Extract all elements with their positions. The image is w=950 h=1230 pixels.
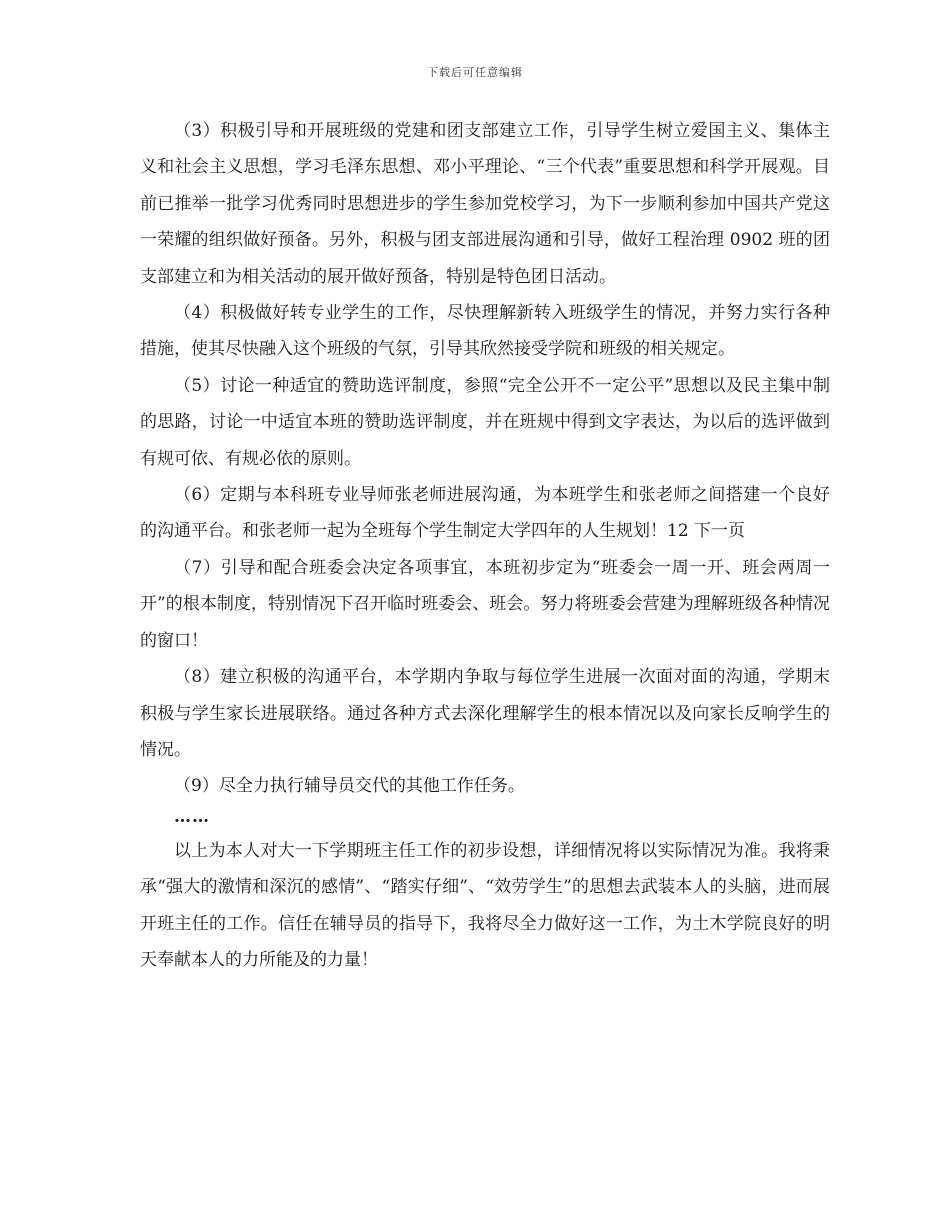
paragraph-4: （4）积极做好转专业学生的工作，尽快理解新转入班级学生的情况，并努力实行各种措施，使其尽快融入这个班级的气氛，引导其欣然接受学院和班级的相关规定。	[140, 303, 830, 360]
paragraph-3: （3）积极引导和开展班级的党建和团支部建立工作，引导学生树立爱国主义、集体主义和社会主义思想，学习毛泽东思想、邓小平理论、“三个代表”重要思想和科学开展观。目前已推举一批学习优秀同时思想进步的学生参加党校学习，为下一步顺利参加中国共产党这一荣耀的组织做好预备。另外，积极与团支部进展沟通和引导，做好工程治理 0902 班的团支部建立和为相关活动的展开做好预备，特别是特色团日活动。	[140, 121, 830, 287]
paragraph-9: （9）尽全力执行辅导员交代的其他工作任务。	[174, 776, 525, 797]
page-header: 下载后可任意编辑	[427, 66, 523, 79]
paragraph-8: （8）建立积极的沟通平台，本学期内争取与每位学生进展一次面对面的沟通，学期末积极与学生家长进展联络。通过各种方式去深化理解学生的根本情况以及向家长反响学生的情况。	[140, 667, 830, 760]
ellipsis: ……	[174, 806, 210, 827]
paragraph-6: （6）定期与本科班专业导师张老师进展沟通，为本班学生和张老师之间搭建一个良好的沟通平台。和张老师一起为全班每个学生制定大学四年的人生规划！12 下一页	[140, 485, 830, 542]
document-body	[140, 113, 830, 978]
paragraph-5: （5）讨论一种适宜的赞助选评制度，参照“完全公开不一定公平”思想以及民主集中制的思路，讨论一中适宜本班的赞助选评制度，并在班规中得到文字表达，为以后的选评做到有规可依、有规必依的原则。	[140, 375, 830, 469]
closing-paragraph: 以上为本人对大一下学期班主任工作的初步设想，详细情况将以实际情况为准。我将秉承“强大的激情和深沉的感情”、“踏实仔细”、“效劳学生”的思想去武装本人的头脑，进而展开班主任的工作。信任在辅导员的指导下，我将尽全力做好这一工作，为土木学院良好的明天奉献本人的力所能及的力量！	[140, 840, 830, 970]
paragraph-7: （7）引导和配合班委会决定各项事宜，本班初步定为“班委会一周一开、班会两周一开”的根本制度，特别情况下召开临时班委会、班会。努力将班委会营建为理解班级各种情况的窗口！	[140, 557, 830, 651]
